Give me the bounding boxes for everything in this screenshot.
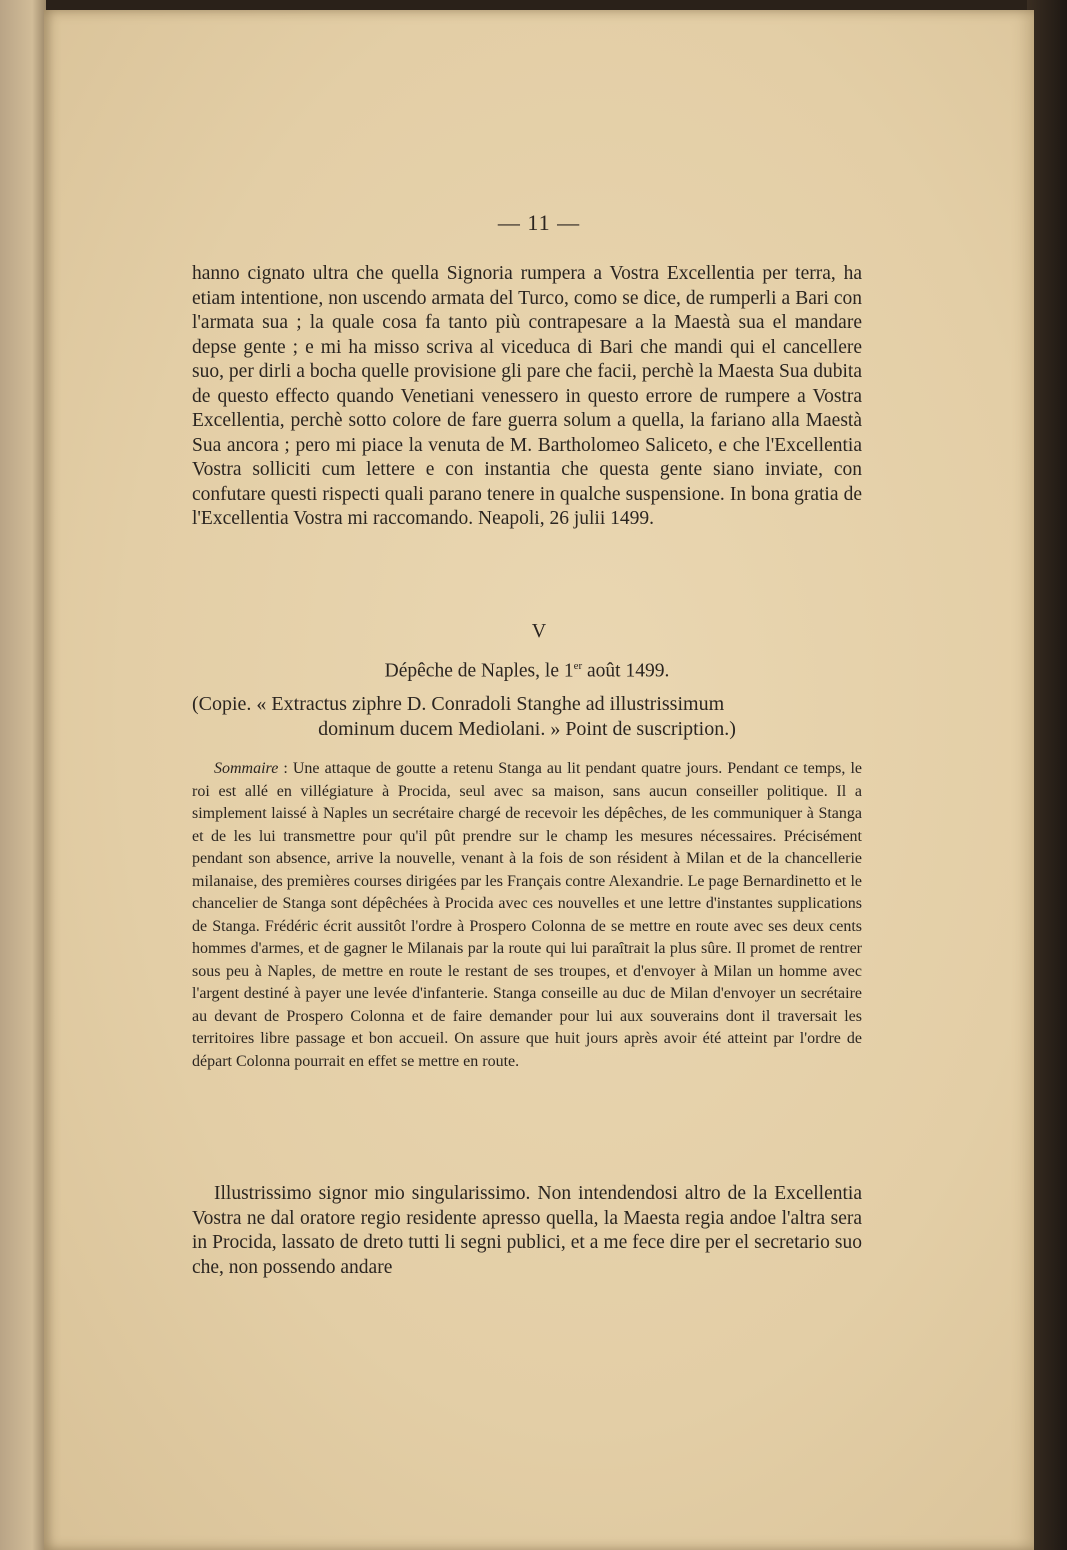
copie-text	[192, 692, 862, 742]
summary-label: Sommaire	[214, 760, 279, 777]
summary-block	[192, 758, 862, 1073]
section-numeral: V	[531, 620, 547, 642]
dispatch-heading	[192, 660, 862, 683]
italian-letter-paragraph-2: Illustrissimo signor mio singularissimo. Non intendendosi altro de la Excellentia Vostra ne dal oratore regio residente apresso quella, la Maesta regia andoe l'altra sera in Procida, lassato de dreto tutti li segni publici, et a me fece dire per el secretario suo che, non possendo andare	[192, 1183, 862, 1278]
book-page	[44, 10, 1034, 1550]
dispatch-title: Dépêche de Naples, le 1er août 1499.	[384, 660, 670, 682]
facing-page-edge	[0, 0, 46, 1550]
copie-line-2: dominum ducem Mediolani. » Point de suscription.)	[318, 718, 736, 740]
italian-letter-paragraph-1: hanno cignato ultra che quella Signoria rumpera a Vostra Excellentia per terra, ha etiam intentione, non uscendo armata del Turco, como se dice, de rumperli a Bari con l'armata sua ; la quale cosa fa tanto più contrapesare a la Maestà sua el mandare depse gente ; e mi ha misso scriva al viceduca di Bari che mandi qui el cancellere suo, per dirli a bocha quelle provisione gli pare che facii, perchè la Maesta Sua dubita de questo effecto quando Venetiani venessero in questo errore de rumpere a Vostra Excellentia, perchè sotto colore de fare guerra solum a quella, la fariano alla Maestà Sua ancora ; pero mi piace la venuta de M. Bartholomeo Saliceto, e che l'Excellentia Vostra solliciti cum lettere e con instantia che questa gente siano inviate, con confutare questi rispecti quali parano tenere in qualche suspensione. In bona gratia de l'Excellentia Vostra mi raccomando. Neapoli, 26 julii 1499.	[192, 263, 862, 529]
summary-text: : Une attaque de goutte a retenu Stanga au lit pendant quatre jours. Pendant ce temps, le roi est allé en villégiature à Procida, seul avec sa maison, sans aucun conseiller politique. Il a simplement laissé à Naples un secrétaire chargé de recevoir les dépêches, de les communiquer à Stanga et de les lui transmettre pour qu'il pût prendre sur le champ les mesures nécessaires. Précisément pendant son absence, arrive la nouvelle, venant à la fois de son résident à Milan et de la chancellerie milanaise, des premières courses dirigées par les Français contre Alexandrie. Le page Bernardinetto et le chancelier de Stanga sont dépêchées à Procida avec ces nouvelles et une lettre d'instantes supplications de Stanga. Frédéric écrit aussitôt l'ordre à Prospero Colonna de se mettre en route avec ses deux cents hommes d'armes, et de gagner le Milanais par la route qui lui paraîtrait la plus sûre. Il promet de rentrer sous peu à Naples, de mettre en route le restant de ses troupes, et d'envoyer à Milan un homme avec l'argent destiné à payer une levée d'infanterie. Stanga conseille au duc de Milan d'envoyer un secrétaire au devant de Prospero Colonna et de faire demander pour lui aux souverains dont il traversait les territoires libre passage et bon accueil. On assure que huit jours après avoir été atteint par l'ordre de départ Colonna pourrait en effet se mettre en route.	[192, 760, 862, 1070]
copie-note	[192, 692, 862, 742]
page-number: — 11 —	[497, 210, 581, 235]
summary-paragraph	[192, 758, 862, 1073]
second-paragraph-block	[192, 1182, 862, 1280]
copie-line-1: (Copie. « Extractus ziphre D. Conradoli Stanghe ad illustrissimum	[192, 693, 725, 715]
first-paragraph-block	[192, 262, 862, 532]
